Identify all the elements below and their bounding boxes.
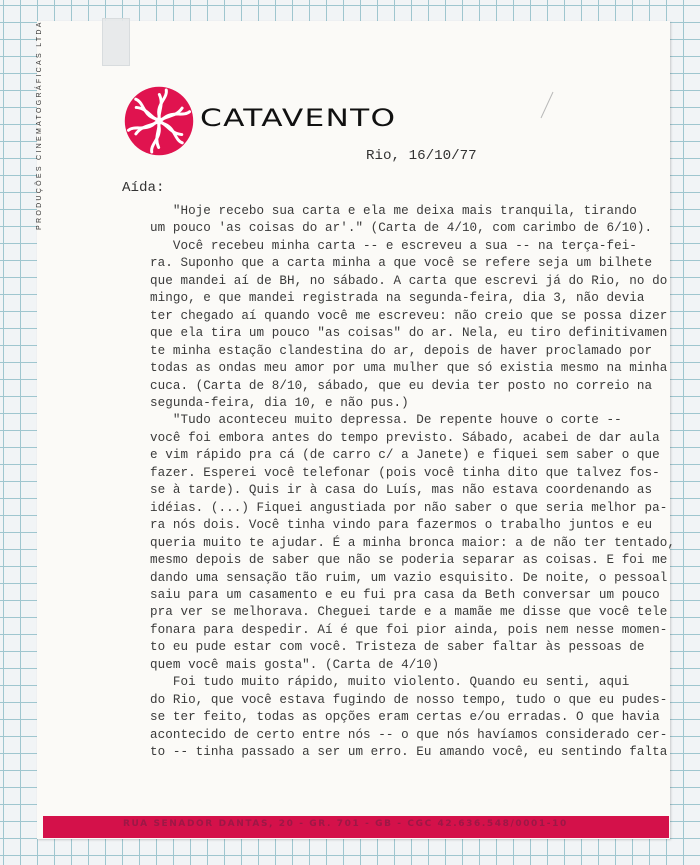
- letter-line: cuca. (Carta de 8/10, sábado, que eu devia ter posto no correio na: [112, 378, 653, 393]
- footer-strip: [43, 816, 669, 838]
- letter-line: e vim rápido pra cá (de carro c/ a Janete) e fiquei sem saber o que: [112, 448, 660, 463]
- letter-body: [112, 203, 675, 762]
- tape-strip: [102, 18, 130, 66]
- letter-line: to eu pude estar com você. Tristeza de saber faltar às pessoas de: [112, 640, 645, 655]
- letter-line: fazer. Esperei você telefonar (pois você tinha dito que talvez fos-: [112, 465, 660, 480]
- letter-line: Foi tudo muito rápido, muito violento. Quando eu senti, aqui: [112, 675, 630, 690]
- letter-line: que ela tira um pouco "as coisas" do ar. Nela, eu tiro definitivamen: [112, 326, 668, 341]
- letter-line: você foi embora antes do tempo previsto. Sábado, acabei de dar aula: [112, 430, 660, 445]
- letter-date: Rio, 16/10/77: [366, 148, 477, 164]
- letter-line: ra. Suponho que a carta minha a que você se refere seja um bilhete: [112, 256, 653, 271]
- letterhead-side-text: PRODUÇÕES CINEMATOGRÁFICAS LTDA: [36, 20, 43, 230]
- letter-line: dando uma sensação tão ruim, um vazio esquisito. De noite, o pessoal: [112, 570, 668, 585]
- letter-line: pra ver se melhorava. Cheguei tarde e a mamãe me disse que você tele: [112, 605, 668, 620]
- letter-line: ter chegado aí quando você me escreveu: não creio que se possa dizer: [112, 308, 668, 323]
- letter-line: saiu para um casamento e eu fui pra casa da Beth conversar um pouco: [112, 587, 660, 602]
- letter-line: "Tudo aconteceu muito depressa. De repente houve o corte --: [112, 413, 622, 428]
- footer-address: RUA SENADOR DANTAS, 20 - GR. 701 - GB - CGC 42.636.548/0001-10: [123, 819, 568, 829]
- letter-line: Você recebeu minha carta -- e escreveu a sua -- na terça-fei-: [112, 238, 637, 253]
- letter-line: se ter feito, todas as opções eram certas e/ou erradas. O que havia: [112, 710, 660, 725]
- letter-salutation: Aída:: [122, 180, 165, 196]
- letter-line: idéias. (...) Fiquei angustiada por não saber o que seria melhor pa-: [112, 500, 668, 515]
- letter-line: que mandei aí de BH, no sábado. A carta que escrevi já do Rio, no do: [112, 273, 668, 288]
- letter-line: to -- tinha passado a ser um erro. Eu amando você, eu sentindo falta: [112, 745, 668, 760]
- letter-line: te minha estação clandestina do ar, depois de haver proclamado por: [112, 343, 653, 358]
- letter-line: se à tarde). Quis ir à casa do Luís, mas não estava coordenando as: [112, 483, 653, 498]
- letter-line: fonara para despedir. Aí é que foi pior ainda, pois nem nesse momen-: [112, 622, 668, 637]
- letter-line: "Hoje recebo sua carta e ela me deixa mais tranquila, tirando: [112, 204, 637, 218]
- letter-line: queria muito te ajudar. É a minha bronca maior: a de não ter tentado,: [112, 535, 675, 550]
- catavento-pinwheel-logo-icon: [122, 84, 196, 158]
- letter-line: quem você mais gosta". (Carta de 4/10): [112, 657, 440, 672]
- letter-line: acontecido de certo entre nós -- o que nós havíamos considerado cer-: [112, 727, 668, 742]
- letter-line: um pouco 'as coisas do ar'." (Carta de 4/10, com carimbo de 6/10).: [112, 221, 653, 236]
- company-name: CATAVENTO: [200, 104, 397, 132]
- letter-line: ra nós dois. Você tinha vindo para fazermos o trabalho juntos e eu: [112, 518, 653, 533]
- letter-line: segunda-feira, dia 10, e não pus.): [112, 395, 409, 410]
- letter-line: do Rio, que você estava fugindo de nosso tempo, tudo o que eu pudes-: [112, 692, 668, 707]
- letter-line: todas as ondas meu amor por uma mulher que só existia mesmo na minha: [112, 361, 668, 376]
- pen-mark-icon: [538, 90, 556, 120]
- letter-line: mingo, e que mandei registrada na segunda-feira, dia 3, não devia: [112, 291, 645, 306]
- letter-line: mesmo depois de saber que não se poderia separar as coisas. E foi me: [112, 553, 668, 568]
